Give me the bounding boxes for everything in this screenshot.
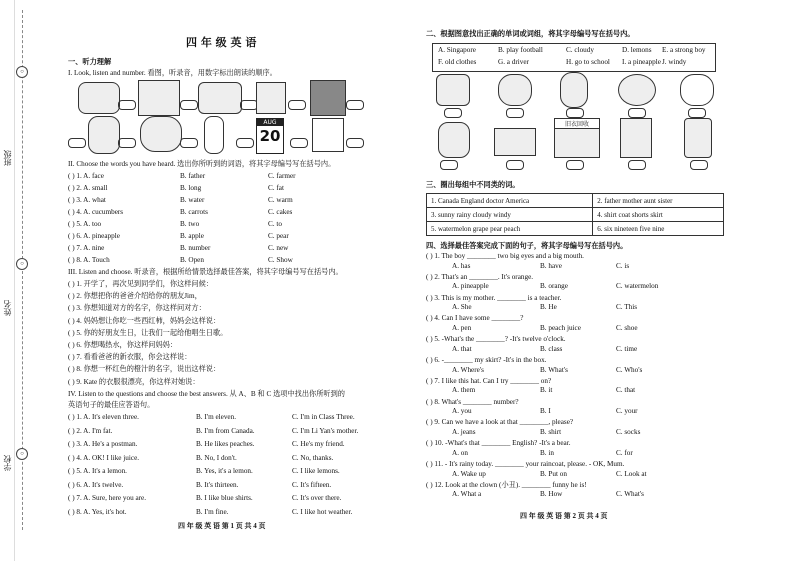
sweater-picture [256,82,286,114]
word-option: J. windy [662,58,687,66]
binding-hole: ○ [16,258,28,270]
section-4-instruction: 四、选择最佳答案完成下面的句子，将其字母编号写在括号内。 [426,242,628,250]
calendar-month: AUG [257,119,283,126]
part-iv-instruction: IV. Listen to the questions and choose the best answers. 从 A、B 和 C 选项中找出你所听到的 [68,390,345,398]
odd-word-table [426,193,724,236]
mc-question[interactable]: ( ) 3. This is my mother. ________ is a teacher. [426,293,562,302]
situation-question[interactable]: ( ) 3. 你想知道对方的名字，你这样问对方： [68,304,206,313]
mc-option[interactable]: C. time [616,344,638,353]
answer-bracket[interactable] [68,138,86,148]
mc-option[interactable]: B. orange [540,282,568,291]
situation-question[interactable]: ( ) 4. 妈妈想让你吃一些西红柿，妈妈会这样说： [68,316,221,325]
mc-option[interactable]: C. is [616,261,630,270]
answer-bracket[interactable] [628,160,646,170]
mc-option[interactable]: C. for [616,448,633,457]
word-option: C. cloudy [566,46,594,54]
question-option[interactable]: ( ) 3. A. what [68,196,106,204]
mc-option[interactable]: C. This [616,303,638,312]
odd-word-group[interactable]: 3. sunny rainy cloudy windy [427,208,593,222]
mc-option[interactable]: B. have [540,261,562,270]
answer-bracket[interactable] [180,100,198,110]
word-option: I. a pineapple [622,58,661,66]
mc-option[interactable]: B. peach juice [540,323,581,332]
class-label: 班级 [3,150,12,166]
situation-question[interactable]: ( ) 8. 你想一杯红色的橙汁的名字，说出这样说： [68,365,221,374]
question-option[interactable]: C. to [268,220,282,228]
football-picture [498,74,532,106]
answer-option[interactable]: B. It's thirteen. [196,480,239,489]
mc-question[interactable]: ( ) 11. - It's rainy today. ________ your raincoat, please. - OK, Mum. [426,460,625,468]
answer-bracket[interactable] [566,160,584,170]
mc-option[interactable]: C. What's [616,490,644,499]
answer-option[interactable]: C. No, thanks. [292,453,334,462]
mc-option[interactable]: B. in [540,448,554,457]
answer-option[interactable]: ( ) 6. A. It's twelve. [68,480,124,489]
question-option[interactable]: C. fat [268,184,284,192]
answer-bracket[interactable] [180,138,198,148]
answer-option[interactable]: C. It's over there. [292,494,342,502]
tomatoes-picture [198,82,242,114]
mc-question[interactable]: ( ) 12. Look at the clown (小丑). ________ funny he is! [426,480,587,489]
odd-word-group[interactable]: 6. six nineteen five nine [593,222,724,236]
question-option[interactable]: B. long [180,184,202,192]
question-option[interactable]: C. warm [268,196,293,204]
part-iii-instruction: III. Listen and choose. 听录音，根据所给情景选择最佳答案，将其字母编号写在括号内。 [68,268,343,276]
question-option[interactable]: ( ) 7. A. nine [68,244,105,252]
answer-bracket[interactable] [688,108,706,118]
answer-option[interactable]: ( ) 4. A. OK! I like juice. [68,453,140,462]
answer-option[interactable]: ( ) 5. A. It's a lemon. [68,467,127,475]
part-ii-instruction: II. Choose the words you have heard. 选出你所听到的词语，将其字母编号写在括号内。 [68,160,336,168]
word-option: D. lemons [622,46,652,54]
mc-option[interactable]: A. What a [452,490,482,499]
answer-option[interactable]: C. I like lemons. [292,467,340,475]
mc-question[interactable]: ( ) 2. That's an ________. It's orange. [426,272,534,281]
section-3-instruction: 三、圈出每组中不同类的词。 [426,181,520,189]
mc-option[interactable]: A. Where's [452,365,484,374]
word-option: E. a strong boy [662,46,706,54]
singapore-picture [620,118,652,158]
shop-sign: 旧衣回收 [555,119,599,129]
binding-line [14,0,15,561]
answer-bracket[interactable] [444,108,462,118]
answer-bracket[interactable] [506,108,524,118]
mc-option[interactable]: B. I [540,407,551,416]
vegetables-picture [78,82,120,114]
mc-option[interactable]: C. watermelon [616,282,659,291]
answer-option[interactable]: ( ) 2. A. I'm fat. [68,426,113,435]
answer-bracket[interactable] [236,138,254,148]
mc-option[interactable]: B. shirt [540,427,562,436]
answer-bracket[interactable] [346,100,364,110]
answer-bracket[interactable] [566,108,584,118]
answer-bracket[interactable] [440,160,458,170]
mc-option[interactable]: A. that [452,344,472,353]
part-i-instruction: I. Look, listen and number. 看图，听录音，用数字标出朗读的顺序。 [68,69,277,77]
answer-bracket[interactable] [690,160,708,170]
situation-question[interactable]: ( ) 1. 开学了，再次见到同学们，你这样问候： [68,280,213,288]
odd-word-group[interactable]: 1. Canada England doctor America [427,194,593,208]
odd-word-group[interactable]: 4. shirt coat shorts skirt [593,208,724,222]
mc-option[interactable]: B. it [540,386,553,395]
cloud-picture [680,74,714,106]
answer-option[interactable]: B. Yes, it's a lemon. [196,467,253,475]
answer-bracket[interactable] [118,138,136,148]
mc-option[interactable]: C. that [616,386,636,395]
pineapple-picture [560,72,588,108]
situation-question[interactable]: ( ) 9. Kate 的衣服很漂亮，你这样对她说： [68,377,200,386]
mc-question[interactable]: ( ) 9. Can we have a look at that ________, please? [426,418,574,427]
calendar-picture [256,118,284,154]
postman-picture [88,116,120,154]
situation-question[interactable]: ( ) 7. 看看爸爸的新衣服，你会这样说： [68,353,192,362]
answer-bracket[interactable] [290,138,308,148]
answer-option[interactable]: C. He's my friend. [292,440,345,448]
answer-bracket[interactable] [118,100,136,110]
answer-option[interactable]: C. I like hot weather. [292,507,353,516]
answer-bracket[interactable] [506,160,524,170]
question-option[interactable]: ( ) 6. A. pineapple [68,232,120,240]
mc-option[interactable]: A. She [452,303,472,312]
question-option[interactable]: C. pear [268,232,289,240]
answer-option[interactable]: B. I'm eleven. [196,413,237,421]
mc-option[interactable]: B. How [540,490,563,499]
answer-option[interactable]: B. I like blue shirts. [196,494,253,502]
question-option[interactable]: ( ) 8. A. Touch [68,256,110,264]
answer-option[interactable]: ( ) 7. A. Sure, here you are. [68,494,147,502]
mc-option[interactable]: A. has [452,261,471,270]
mc-question[interactable]: ( ) 1. The boy ________ two big eyes and a big mouth. [426,252,584,260]
mc-question[interactable]: ( ) 5. -What's the ________? -It's twelve o'clock. [426,335,566,344]
answer-bracket[interactable] [628,108,646,118]
binding-hole: ○ [16,448,28,460]
mc-option[interactable]: B. What's [540,365,568,374]
answer-option[interactable]: ( ) 1. A. It's eleven three. [68,413,139,421]
section-listening: 一、听力理解 [68,58,112,66]
question-option[interactable]: ( ) 2. A. small [68,184,108,192]
word-option: G. a driver [498,58,529,66]
mc-question[interactable]: ( ) 6. -________ my skirt? -It's in the box. [426,356,547,364]
mc-option[interactable]: A. pineapple [452,282,489,291]
lemons-picture [618,74,656,106]
question-option[interactable]: C. new [268,244,289,252]
binding-hole: ○ [16,66,28,78]
section-2-instruction: 二、根据图意找出正确的单词或词组，将其字母编号写在括号内。 [426,30,635,38]
question-option[interactable]: B. father [180,172,206,180]
mc-option[interactable]: B. He [540,303,557,312]
answer-option[interactable]: ( ) 8. A. Yes, it's hot. [68,507,127,516]
situation-question[interactable]: ( ) 6. 你想喝热水，你这样问妈妈： [68,341,178,349]
answer-option[interactable]: C. It's fifteen. [292,480,332,489]
odd-word-group[interactable]: 5. watermelon grape pear peach [427,222,593,236]
mc-option[interactable]: A. them [452,386,476,395]
mc-option[interactable]: B. Put on [540,469,567,478]
answer-bracket[interactable] [346,138,364,148]
mc-option[interactable]: A. pen [452,323,472,332]
question-option[interactable]: B. Open [180,256,204,264]
question-option[interactable]: C. Show [268,256,293,264]
question-option[interactable]: B. two [180,220,200,228]
answer-option[interactable]: B. He likes peaches. [196,440,255,448]
calendar-day: 20 [259,127,281,145]
mc-option[interactable]: C. socks [616,427,641,436]
question-option[interactable]: B. apple [180,232,204,240]
situation-question[interactable]: ( ) 5. 你的好朋友生日，让我们一起给他唱生日歌。 [68,328,228,337]
taxi-driver-picture [494,128,536,156]
mc-option[interactable]: A. on [452,448,468,457]
right-footer: 四 年 级 英 语 第 2 页 共 4 页 [520,512,608,520]
part-iv-instruction-2: 英语句子的最佳应答语句。 [68,401,155,409]
name-label: 姓名 [3,300,12,316]
situation-question[interactable]: ( ) 2. 你想把你的爸爸介绍给你的朋友Jim， [68,292,202,301]
windy-picture [684,118,712,158]
answer-option[interactable]: B. I'm fine. [196,507,229,516]
word-option: F. old clothes [438,58,477,66]
word-option: H. go to school [566,58,610,66]
question-option[interactable]: ( ) 5. A. too [68,220,102,228]
answer-option[interactable]: B. No, I don't. [196,453,237,462]
mc-option[interactable]: A. jeans [452,427,476,436]
food-picture [310,80,346,116]
question-option[interactable]: B. carrots [180,208,208,216]
mc-option[interactable]: A. you [452,407,472,416]
girl-picture [204,116,224,154]
word-option: B. play football [498,46,543,54]
mc-question[interactable]: ( ) 4. Can I have some ________? [426,314,524,323]
school-label: 学校 [3,455,12,471]
question-option[interactable]: B. water [180,196,205,204]
question-option[interactable]: ( ) 4. A. cucumbers [68,208,124,216]
mc-option[interactable]: A. Wake up [452,469,486,478]
shorts-picture [312,118,344,152]
mc-option[interactable]: C. your [616,407,638,416]
school-children-picture [438,122,470,158]
mc-question[interactable]: ( ) 7. I like this hat. Can I try ________ on? [426,376,552,385]
odd-word-group[interactable]: 2. father mother aunt sister [593,194,724,208]
question-option[interactable]: B. number [180,244,211,252]
weather-picture [140,116,182,152]
page-title: 四 年 级 英 语 [186,36,257,49]
mc-question[interactable]: ( ) 10. -What's that ________ English? -It's a bear. [426,439,571,448]
answer-bracket[interactable] [288,100,306,110]
left-footer: 四 年 级 英 语 第 1 页 共 4 页 [178,522,266,530]
clothes-shop-picture [554,118,600,158]
mc-option[interactable]: C. Who's [616,365,643,374]
mc-question[interactable]: ( ) 8. What's ________ number? [426,397,519,406]
boy-picture [436,74,470,106]
answer-option[interactable]: C. I'm in Class Three. [292,413,355,421]
word-option: A. Singapore [438,46,476,54]
mc-option[interactable]: B. class [540,344,563,353]
answer-option[interactable]: ( ) 3. A. He's a postman. [68,440,138,448]
question-option[interactable]: ( ) 1. A. face [68,172,104,180]
mc-option[interactable]: C. Look at [616,469,647,478]
question-option[interactable]: C. cakes [268,208,293,216]
answer-option[interactable]: C. I'm Li Yan's mother. [292,426,359,435]
answer-option[interactable]: B. I'm from Canada. [196,426,255,435]
question-option[interactable]: C. farmer [268,172,296,180]
mc-option[interactable]: C. shoe [616,323,638,332]
pirate-picture [138,80,180,116]
